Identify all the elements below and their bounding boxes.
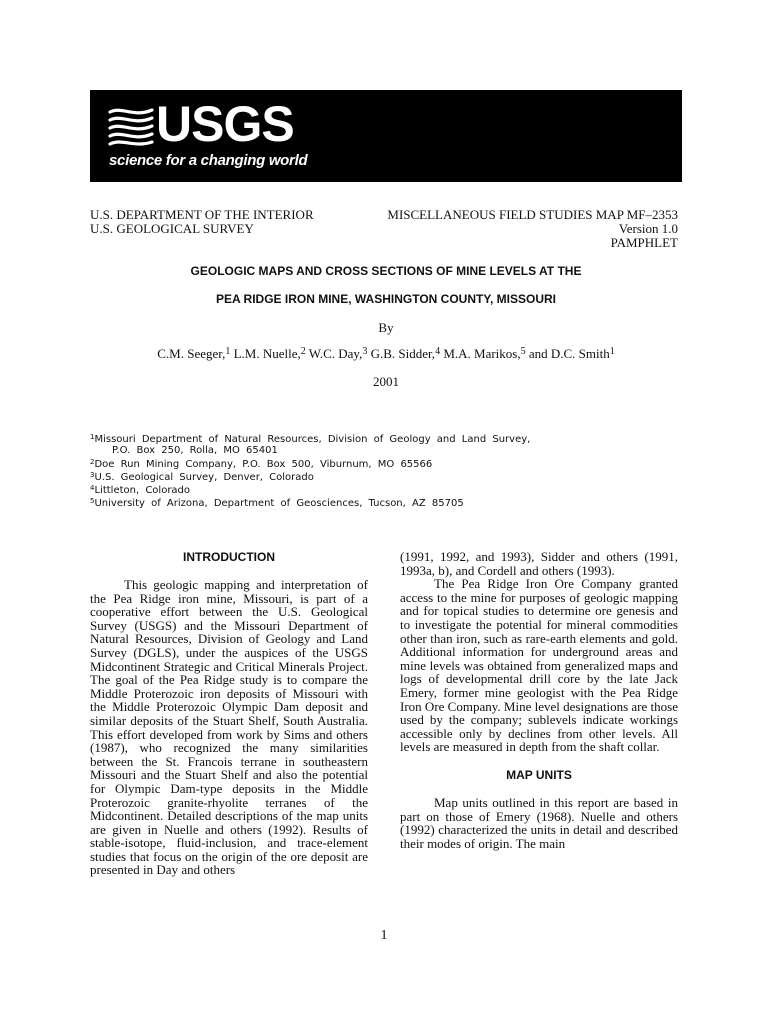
footnote [90,483,690,496]
author-footnote-mark: 2 [300,346,306,357]
footnote-mark: 4 [90,484,95,493]
footnote [90,470,690,483]
publication-year: 2001 [373,374,399,389]
footnote-mark: 2 [90,457,95,466]
author-footnote-mark: 5 [520,346,526,357]
series-name: MISCELLANEOUS FIELD STUDIES MAP MF–2353 [387,207,678,222]
author: and D.C. Smith [528,346,610,361]
introduction-heading: INTRODUCTION [183,550,275,564]
footnote-continuation: P.O. Box 250, Rolla, MO 65401 [112,445,278,457]
page-number: 1 [380,928,388,943]
author-footnote-mark: 1 [609,346,615,357]
footnote-mark: 1 [90,433,95,441]
usgs-waves-icon [108,104,154,148]
author: L.M. Nuelle, [233,346,301,361]
footnote-mark: 5 [90,497,95,506]
author-footnote-mark: 1 [225,346,231,357]
author: M.A. Marikos, [443,346,521,361]
author: W.C. Day, [308,346,363,361]
author: C.M. Seeger, [157,346,226,361]
usgs-logo-text: USGS [156,96,294,152]
department-name: U.S. DEPARTMENT OF THE INTERIOR [90,207,314,222]
map-units-paragraph: Map units outlined in this report are based in part on those of Emery (1968). Nuelle and others (1992) characterized the units in detail and described their modes of origin. The main [400,794,678,851]
agency-header [90,208,314,236]
series-header [387,208,678,250]
author-footnote-mark: 4 [435,346,441,357]
pamphlet-label: PAMPHLET [610,235,678,250]
footnote-mark: 3 [90,470,95,479]
title-line-2: PEA RIDGE IRON MINE, WASHINGTON COUNTY, MISSOURI [215,292,557,306]
left-column [90,550,368,877]
footnote-text: U.S. Geological Survey, Denver, Colorado [94,471,314,483]
title-line-1: GEOLOGIC MAPS AND CROSS SECTIONS OF MINE LEVELS AT THE [190,264,582,278]
map-units-heading: MAP UNITS [506,767,572,782]
footnote [90,496,690,509]
affiliation-footnotes [90,432,690,510]
usgs-tagline: science for a changing world [109,152,308,169]
author: G.B. Sidder, [370,346,436,361]
footnote-text: Doe Run Mining Company, P.O. Box 500, Viburnum, MO 65566 [94,458,433,470]
introduction-paragraph-2: The Pea Ridge Iron Ore Company granted access to the mine for purposes of geologic mapping and for topical studies to determine ore genesis and to investigate the potential for mineral commodities other than iron, such as rare-earth elements and gold. Additional information for underground areas and mine levels was obtained from generalized maps and logs of developmental drill core by the late Jack Emery, former mine geologist with the Pea Ridge Iron Ore Company. Mine level designations are those used by the company; sublevels indicate workings accessible only by declines from other levels. All levels are measured in depth from the shaft collar. [400,576,678,755]
footnote-text: Littleton, Colorado [94,485,191,497]
footnote [90,457,690,470]
survey-name: U.S. GEOLOGICAL SURVEY [90,221,254,236]
author-footnote-mark: 3 [362,346,368,357]
version-label: Version 1.0 [618,221,678,236]
introduction-paragraph-continued: (1991, 1992, and 1993), Sidder and others (1991, 1993a, b), and Cordell and others (1993). [400,549,678,578]
usgs-banner [90,90,682,182]
footnote-text: University of Arizona, Department of Geosciences, Tucson, AZ 85705 [94,498,464,510]
by-label: By [378,320,394,335]
introduction-paragraph: This geologic mapping and interpretation of the Pea Ridge iron mine, Missouri, is part of a cooperative effort between the U.S. Geological Survey (USGS) and the Missouri Department of Natural Resources, Division of Geology and Land Survey (DGLS), under the auspices of the USGS Midcontinent Strategic and Critical Minerals Project. The goal of the Pea Ridge study is to compare the Middle Proterozoic iron deposits of Missouri with the Middle Proterozoic Olympic Dam deposit and similar deposits of the Stuart Shelf, South Australia. This effort developed from work by Sims and others (1987), who recognized the many similarities between the St. Francois terrane in southeastern Missouri and the Stuart Shelf and also the potential for Olympic Dam-type deposits in the Middle Proterozoic granite-rhyolite terranes of the Midcontinent. Detailed descriptions of the map units are given in Nuelle and others (1992). Results of stable-isotope, fluid-inclusion, and trace-element studies that focus on the origin of the ore deposit are presented in Day and others [90,577,368,878]
author-list [90,346,682,362]
footnote [90,432,690,445]
footnote-text: Missouri Department of Natural Resources, Division of Geology and Land Survey, [94,434,531,445]
right-column [400,550,678,850]
